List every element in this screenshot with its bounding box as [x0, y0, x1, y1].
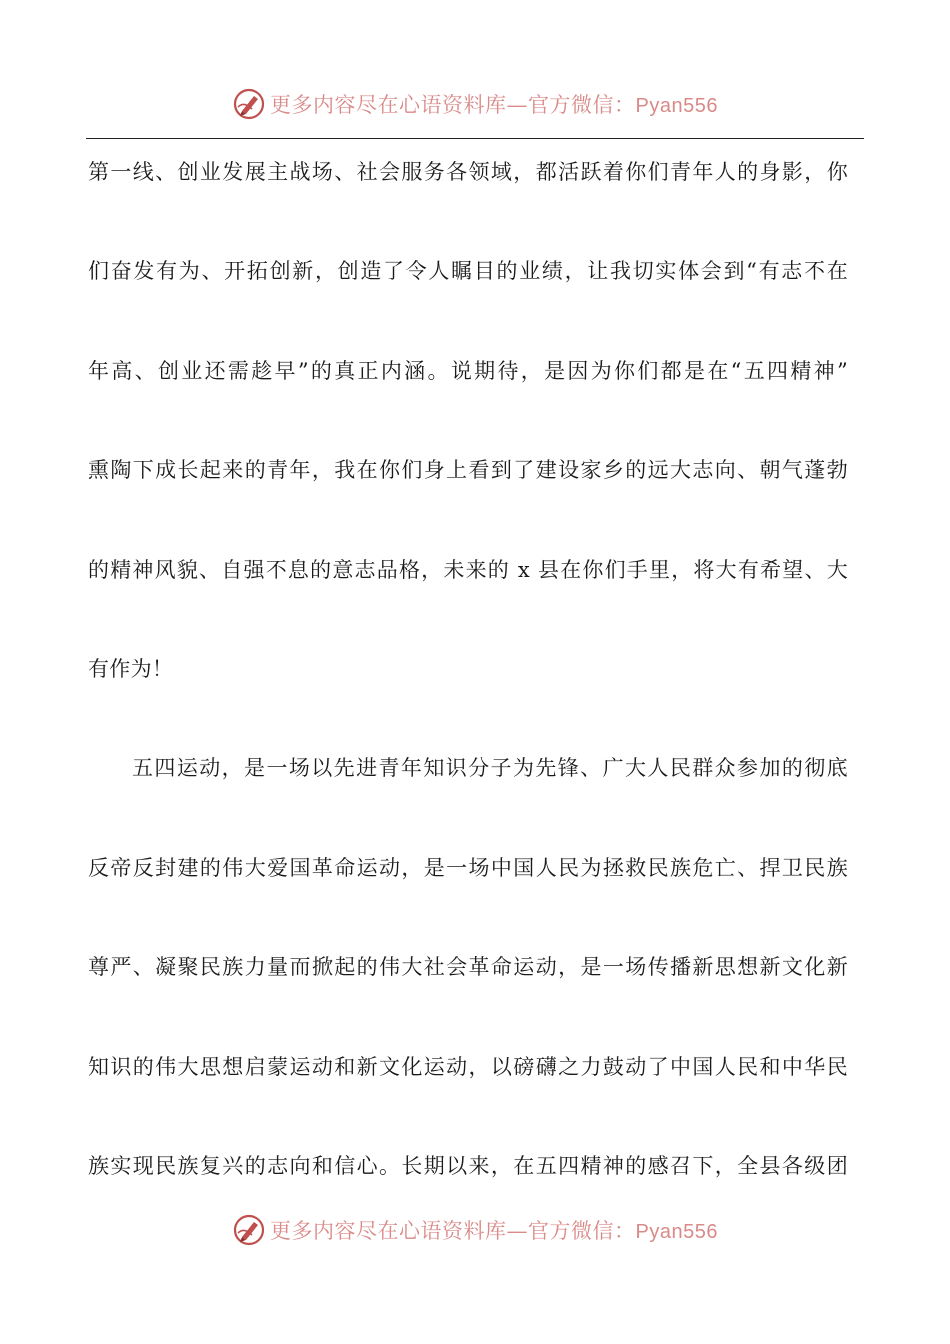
paragraph-line: 的精神风貌、自强不息的意志品格，未来的 x 县在你们手里，将大有希望、大: [88, 557, 848, 582]
paragraph-line: 年高、创业还需趁早”的真正内涵。说期待，是因为你们都是在“五四精神”: [88, 358, 848, 383]
paragraph-line: 五四运动，是一场以先进青年知识分子为先锋、广大人民群众参加的彻底: [132, 756, 848, 781]
document-body: [88, 147, 848, 1240]
header-wechat-id: Pyan556: [635, 95, 718, 117]
pen-logo-icon: [232, 1213, 266, 1247]
paragraph-line: 反帝反封建的伟大爱国革命运动，是一场中国人民为拯救民族危亡、捍卫民族: [88, 855, 848, 880]
footer-banner: [0, 1210, 950, 1250]
paragraph-line: 族实现民族复兴的志向和信心。长期以来，在五四精神的感召下，全县各级团: [88, 1153, 848, 1178]
paragraph-line: 熏陶下成长起来的青年，我在你们身上看到了建设家乡的远大志向、朝气蓬勃: [88, 458, 848, 483]
footer-wechat-id: Pyan556: [635, 1221, 718, 1243]
paragraph-line: 知识的伟大思想启蒙运动和新文化运动，以磅礴之力鼓动了中国人民和中华民: [88, 1054, 848, 1079]
pen-logo-icon: [232, 87, 266, 121]
footer-banner-text: 更多内容尽在心语资料库—官方微信：Pyan556: [270, 1219, 718, 1243]
header-banner: [0, 84, 950, 124]
header-banner-text: 更多内容尽在心语资料库—官方微信：Pyan556: [270, 93, 718, 117]
paragraph-line: 尊严、凝聚民族力量而掀起的伟大社会革命运动，是一场传播新思想新文化新: [88, 955, 848, 980]
paragraph-line: 第一线、创业发展主战场、社会服务各领域，都活跃着你们青年人的身影，你: [88, 160, 848, 184]
paragraph-line: 们奋发有为、开拓创新，创造了令人瞩目的业绩，让我切实体会到“有志不在: [88, 259, 848, 284]
paragraph-line: 有作为！: [88, 656, 174, 681]
header-divider: [86, 138, 864, 139]
